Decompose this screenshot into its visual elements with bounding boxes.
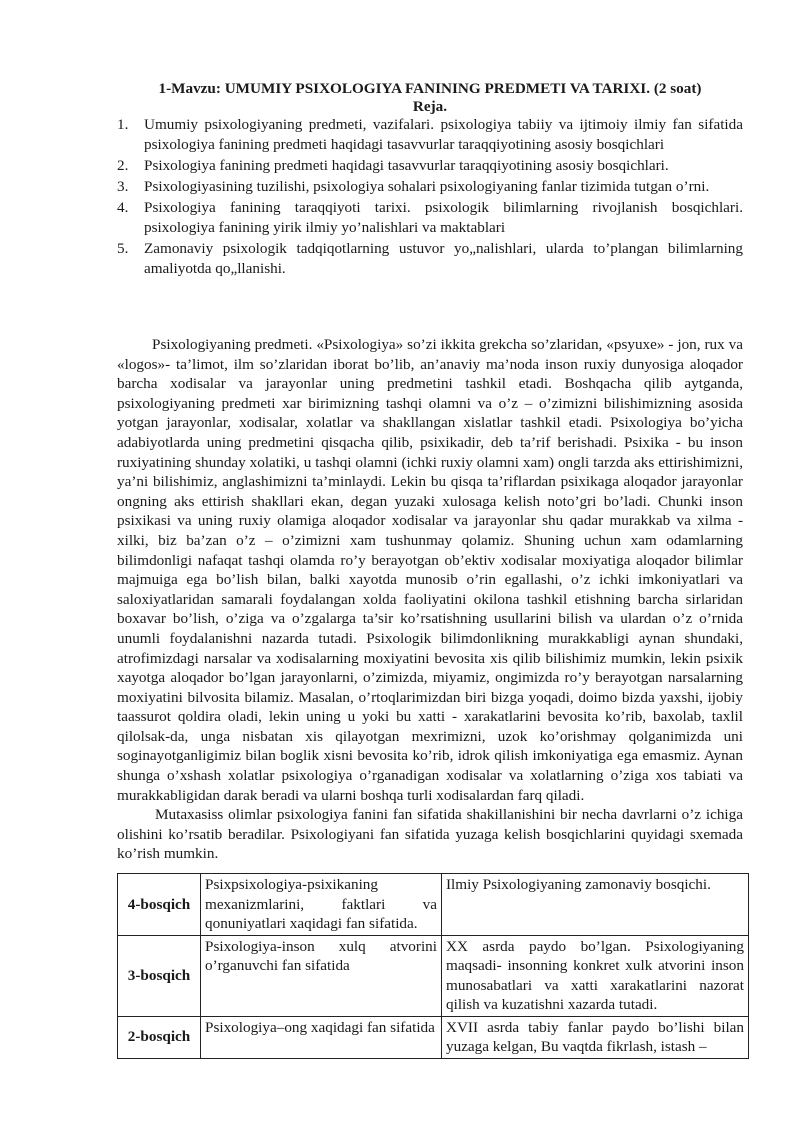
plan-item — [117, 239, 743, 279]
body-text — [117, 335, 743, 864]
plan-item-number: 3. — [117, 178, 129, 195]
plan-heading: Reja. — [412, 98, 448, 115]
stage-label: 4-bosqich — [118, 874, 201, 936]
plan-item-text: Psixologiya fanining taraqqiyoti tarixi. psixologik bilimlarning rivojlanish bosqichlari. psixologiya fanining yirik ilmiy yo’nalishlari va maktablari — [144, 199, 743, 236]
plan-item — [117, 115, 743, 155]
plan-item-number: 1. — [117, 116, 129, 133]
stage-description: Psixologiya–ong xaqidagi fan sifatida — [201, 1016, 442, 1058]
stage-details: Ilmiy Psixologiyaning zamonaviy bosqichi. — [442, 874, 749, 936]
body-paragraph: Psixologiyaning predmeti. «Psixologiya» so’zi ikkita grekcha so’zlaridan, «psyuxe» - jon, rux va «logos»- ta’limot, ilm so’zlaridan iborat bo’lib, an’anaviy ma’noda inson ruxiy dunyosiga aloqador barcha xodisalar va jarayonlar uning predmetini tashkil etadi. Boshqacha qilib aytganda, psixologiyaning predmeti xar birimizning tashqi olamni va o’z – o’zimizni bilishimizning asosida yotgan jarayonlar, xodisalar, xolatlar va shakllangan xislatlar tashkil etadi. Psixologiya bo’yicha adabiyotlarda uning predmetini qisqacha qilib, psixikadir, deb ta’rif berishadi. Psixika - bu inson ruxiyatining shunday xolatiki, u tashqi olamni (ichki ruxiy olamni xam) ongli tarzda aks ettirishimizni, ya’ni bilishimiz, anglashimizni ta’minlaydi. Lekin bu qisqa ta’riflardan psixikaga aloqador jarayonlar ongning aks ettirish shakllari ekan, degan yuzaki xulosaga kelish noto’gri bo’ladi. Chunki inson psixikasi va uning ruxiy olamiga aloqador xodisalar va jarayonlar shu qadar murakkab va xilma - xilki, biz ba’zan o’z – o’zimizni xam tushunmay qolamiz. Shuning uchun xam odamlarning bilimdonligi nafaqat tashqi olamda ro’y berayotgan ob’ektiv xodisalar moxiyatiga aloqador bilimlar majmuiga ega bo’lish bilan, balki xayotda munosib o’rin egallashi, o’z ichki imkoniyatlari va saloxiyatlaridan samarali foydalangan xolda faoliyatini okilona tashkil etishning barcha sirlaridan boxavar bo’lish, o’ziga va o’zgalarga ta’sir ko’rsatishning usullarini bilish va ulardan o’z o’rnida unumli foydalanishni nazarda tutadi. Psixologik bilimdonlikning murakkabligi aynan shundaki, atrofimizdagi narsalar va xodisalarning moxiyatini bevosita xis qilib bilishimiz mumkin, lekin psixik xayotga aloqador bo’lgan jarayonlarni, o’zimizda, miyamiz, ongimizda ro’y berayotgan narsalarning moxiyatini bilvosita bilamiz. Masalan, o’rtoqlarimizdan biri bizga yoqadi, doimo bizda yaxshi, ijobiy taassurot qoldira oladi, lekin uning u yoki bu xatti - xarakatlarini bevosita ko’rib, baxolab, taxlil qilolsak-da, unga nisbatan xis qilayotgan mexrimizni, uzok ko’orishmay qolganimizda uni soginayotganligimiz bilan boglik xisni bevosita ko’rib, idrok qilish imkoniyatiga ega emasmiz. Aynan shunga o’xshash xolatlar psixologiya o’rganadigan xodisalar va xolatlarning o’ziga xos tabiati va murakkabligidan darak beradi va ularni boshqa turli xodisalardan farq qiladi. — [117, 336, 743, 804]
table-row — [118, 1016, 749, 1058]
stage-label: 3-bosqich — [118, 935, 201, 1016]
stage-details: XX asrda paydo bo’lgan. Psixologiyaning maqsadi- insonning konkret xulk atvorini inson munosabatlari va xatti xarakatlarini nazorat qilish va kuzatishni xazarda tutadi. — [442, 935, 749, 1016]
plan-item — [117, 156, 743, 176]
plan-item-text: Psixologiya fanining predmeti haqidagi tasavvurlar taraqqiyotining asosiy bosqichlari. — [144, 157, 669, 174]
plan-item-number: 5. — [117, 240, 129, 257]
plan-list — [117, 115, 743, 280]
plan-item-text: Psixologiyasining tuzilishi, psixologiya sohalari psixologiyaning fanlar tizimida tutgan o’rni. — [144, 178, 710, 195]
stage-label: 2-bosqich — [118, 1016, 201, 1058]
plan-item-text: Umumiy psixologiyaning predmeti, vazifalari. psixologiya tabiiy va ijtimoiy ilmiy fan sifatida psixologiya fanining predmeti haqidagi tasavvurlar taraqqiyotining asosiy bosqichlari — [144, 116, 743, 153]
plan-item — [117, 177, 743, 197]
body-paragraph: Mutaxasiss olimlar psixologiya fanini fan sifatida shakillanishini bir necha davrlarni o’z ichiga olishini ko’rsatib beradilar. Psixologiyani fan sifatida yuzaga kelish bosqichlarini quyidagi sxemada ko’rish mumkin. — [117, 806, 743, 863]
stages-table — [117, 873, 749, 1059]
document-title: 1-Mavzu: UMUMIY PSIXOLOGIYA FANINING PREDMETI VA TARIXI. (2 soat) — [158, 80, 702, 97]
plan-item-number: 4. — [117, 199, 129, 216]
plan-item-number: 2. — [117, 157, 129, 174]
plan-item — [117, 198, 743, 238]
stage-description: Psixpsixologiya-psixikaning mexanizmlarini, faktlari va qonuniyatlari xaqidagi fan sifatida. — [201, 874, 442, 936]
stage-description: Psixologiya-inson xulq atvorini o’rganuvchi fan sifatida — [201, 935, 442, 1016]
table-row — [118, 874, 749, 936]
stage-details: XVII asrda tabiy fanlar paydo bo’lishi bilan yuzaga kelgan, Bu vaqtda fikrlash, istash – — [442, 1016, 749, 1058]
table-row — [118, 935, 749, 1016]
plan-item-text: Zamonaviy psixologik tadqiqotlarning ustuvor yo„nalishlari, ularda to’plangan bilimlarning amaliyotda qo„llanishi. — [144, 240, 743, 277]
